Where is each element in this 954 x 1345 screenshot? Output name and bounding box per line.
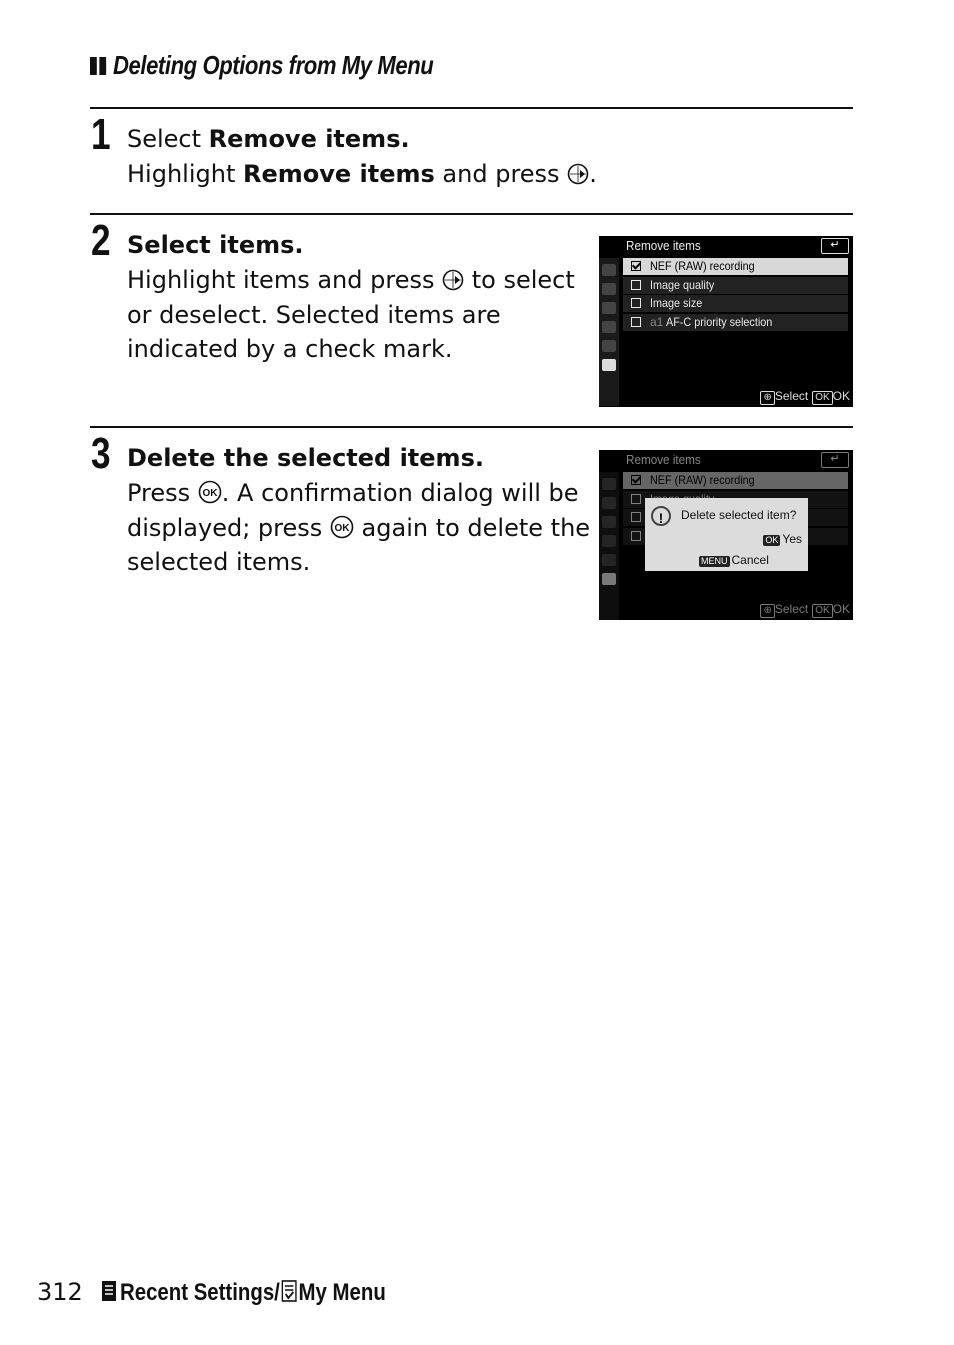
camera-screen-confirm-delete [599,450,853,620]
step-heading: Select items. [127,231,304,259]
section-title: Deleting Options from My Menu [90,50,433,81]
multi-selector-right-icon [442,269,464,291]
svg-text:OK: OK [334,522,350,534]
screen-footer: ⊕ Select OK OK [756,389,850,405]
camera-screen-remove-items [599,236,853,407]
checkbox-checked-icon [631,261,641,271]
ok-button-icon [330,515,354,539]
list-item[interactable]: Image quality [623,277,848,294]
checkbox-icon [631,494,641,504]
cancel-option[interactable]: MENU Cancel [701,553,769,567]
checkbox-icon [631,317,641,327]
divider [90,107,853,109]
section-marker-icon [90,57,97,75]
list-item: NEF (RAW) recording [623,472,848,489]
return-icon: ↵ [821,452,849,468]
multi-selector-right-icon [567,163,589,185]
step-number: 2 [91,216,111,265]
warning-icon: ! [651,506,671,526]
dialog-question: Delete selected item? [681,508,797,522]
checkbox-icon [631,298,641,308]
screen-title: Remove items [626,452,701,467]
step-heading: Delete the selected items. [127,444,484,472]
checkbox-icon [631,512,641,522]
page-number: 312 [37,1278,83,1306]
recent-settings-icon [98,1279,120,1303]
return-icon: ↵ [821,238,849,254]
step-number: 1 [91,110,111,159]
divider [90,213,853,215]
menu-tabs [599,258,619,406]
step-body: Highlight Remove items and press . [127,160,597,188]
screen-title: Remove items [626,238,701,253]
my-menu-icon [280,1279,299,1303]
checkbox-icon [631,531,641,541]
checkbox-icon [631,280,641,290]
yes-option[interactable]: OK Yes [765,532,802,546]
list-item[interactable]: a1 AF-C priority selection [623,314,848,331]
multi-selector-icon: ⊕ [760,391,774,405]
multi-selector-icon: ⊕ [760,604,774,618]
list-item[interactable]: Image size [623,295,848,312]
list-item[interactable]: NEF (RAW) recording [623,258,848,275]
page-footer: 312 Recent Settings/ My Menu [37,1278,387,1306]
svg-text:OK: OK [202,488,218,499]
confirm-dialog [645,498,808,571]
menu-tabs [599,472,619,620]
section-marker-icon [99,57,106,75]
step-number: 3 [91,429,111,478]
step-body: Press OK . A confirmation dialog will be displayed; press OK again to delete the selected items. [127,479,591,576]
step-heading: Select Remove items. [127,125,410,153]
step-body: Highlight items and press to select or deselect. Selected items are indicated by a check mark. [127,266,575,363]
divider [90,426,853,428]
screen-footer: ⊕ Select OK OK [756,602,850,618]
checkbox-checked-icon [631,475,641,485]
ok-button-icon [198,480,222,504]
